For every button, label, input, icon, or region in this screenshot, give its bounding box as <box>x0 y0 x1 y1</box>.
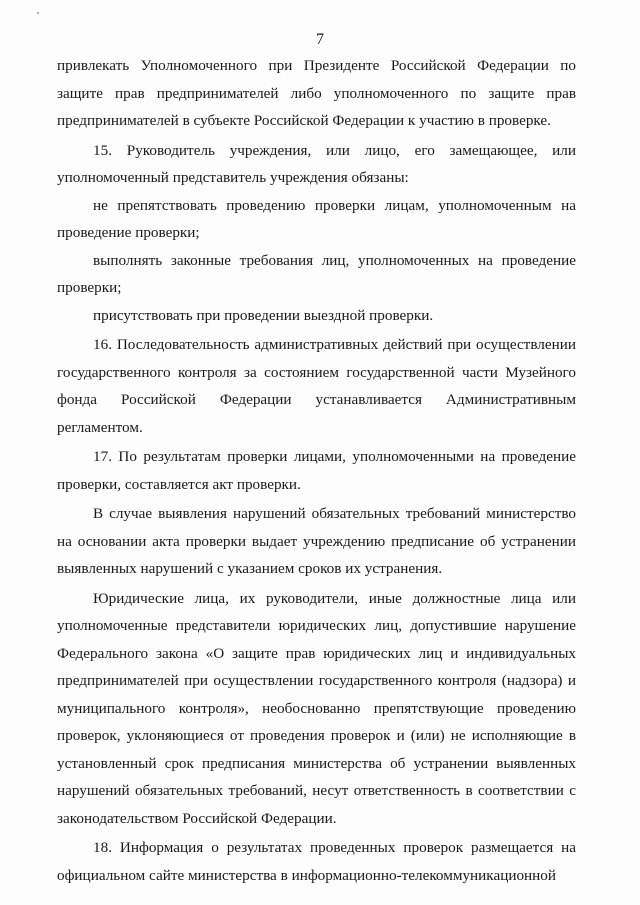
paragraph: 15. Руководитель учреждения, или лицо, его замещающее, или уполномоченный представитель учреждения обязаны: <box>57 141 576 186</box>
paragraph: привлекать Уполномоченного при Президенте Российской Федерации по защите прав предпринимателей либо уполномоченного по защите прав предпринимателей в субъекте Российской Федерации к участию в проверке. <box>57 57 576 129</box>
paragraph: выполнять законные требования лиц, уполномоченных на проведение проверки; <box>57 251 576 296</box>
paragraph: В случае выявления нарушений обязательных требований министерство на основании акта проверки выдает учреждению предписание об устранении выявленных нарушений с указанием сроков их устранения. <box>57 505 576 577</box>
paragraph: 17. По результатам проверки лицами, уполномоченными на проведение проверки, составляется акт проверки. <box>57 448 576 493</box>
paragraph: присутствовать при проведении выездной проверки. <box>93 306 434 324</box>
paragraph: Юридические лица, их руководители, иные должностные лица или уполномоченные представители юридических лиц, допустившие нарушение Федерального закона «О защите прав юридических лиц и индивидуальных предпринимателей при осуществлении государственного контроля (надзора) и муниципального контроля», необоснованно препятствующие проведению проверок, уклоняющиеся от проведения проверок и (или) не исполняющие в установленный срок предписания министерства об устранении выявленных нарушений обязательных требований, несут ответственность в соответствии с законодательством Российской Федерации. <box>57 589 576 827</box>
scan-artifact <box>37 12 39 14</box>
paragraph: не препятствовать проведению проверки лицам, уполномоченным на проведение проверки; <box>57 196 576 241</box>
paragraph: 16. Последовательность административных действий при осуществлении государственного контроля за состоянием государственной части Музейного фонда Российской Федерации устанавливается Административным регламентом. <box>57 336 576 436</box>
paragraph: 18. Информация о результатах проведенных проверок размещается на официальном сайте министерства в информационно-телекоммуникационной <box>57 839 576 884</box>
document-body <box>57 52 576 889</box>
page-number: 7 <box>316 31 324 48</box>
